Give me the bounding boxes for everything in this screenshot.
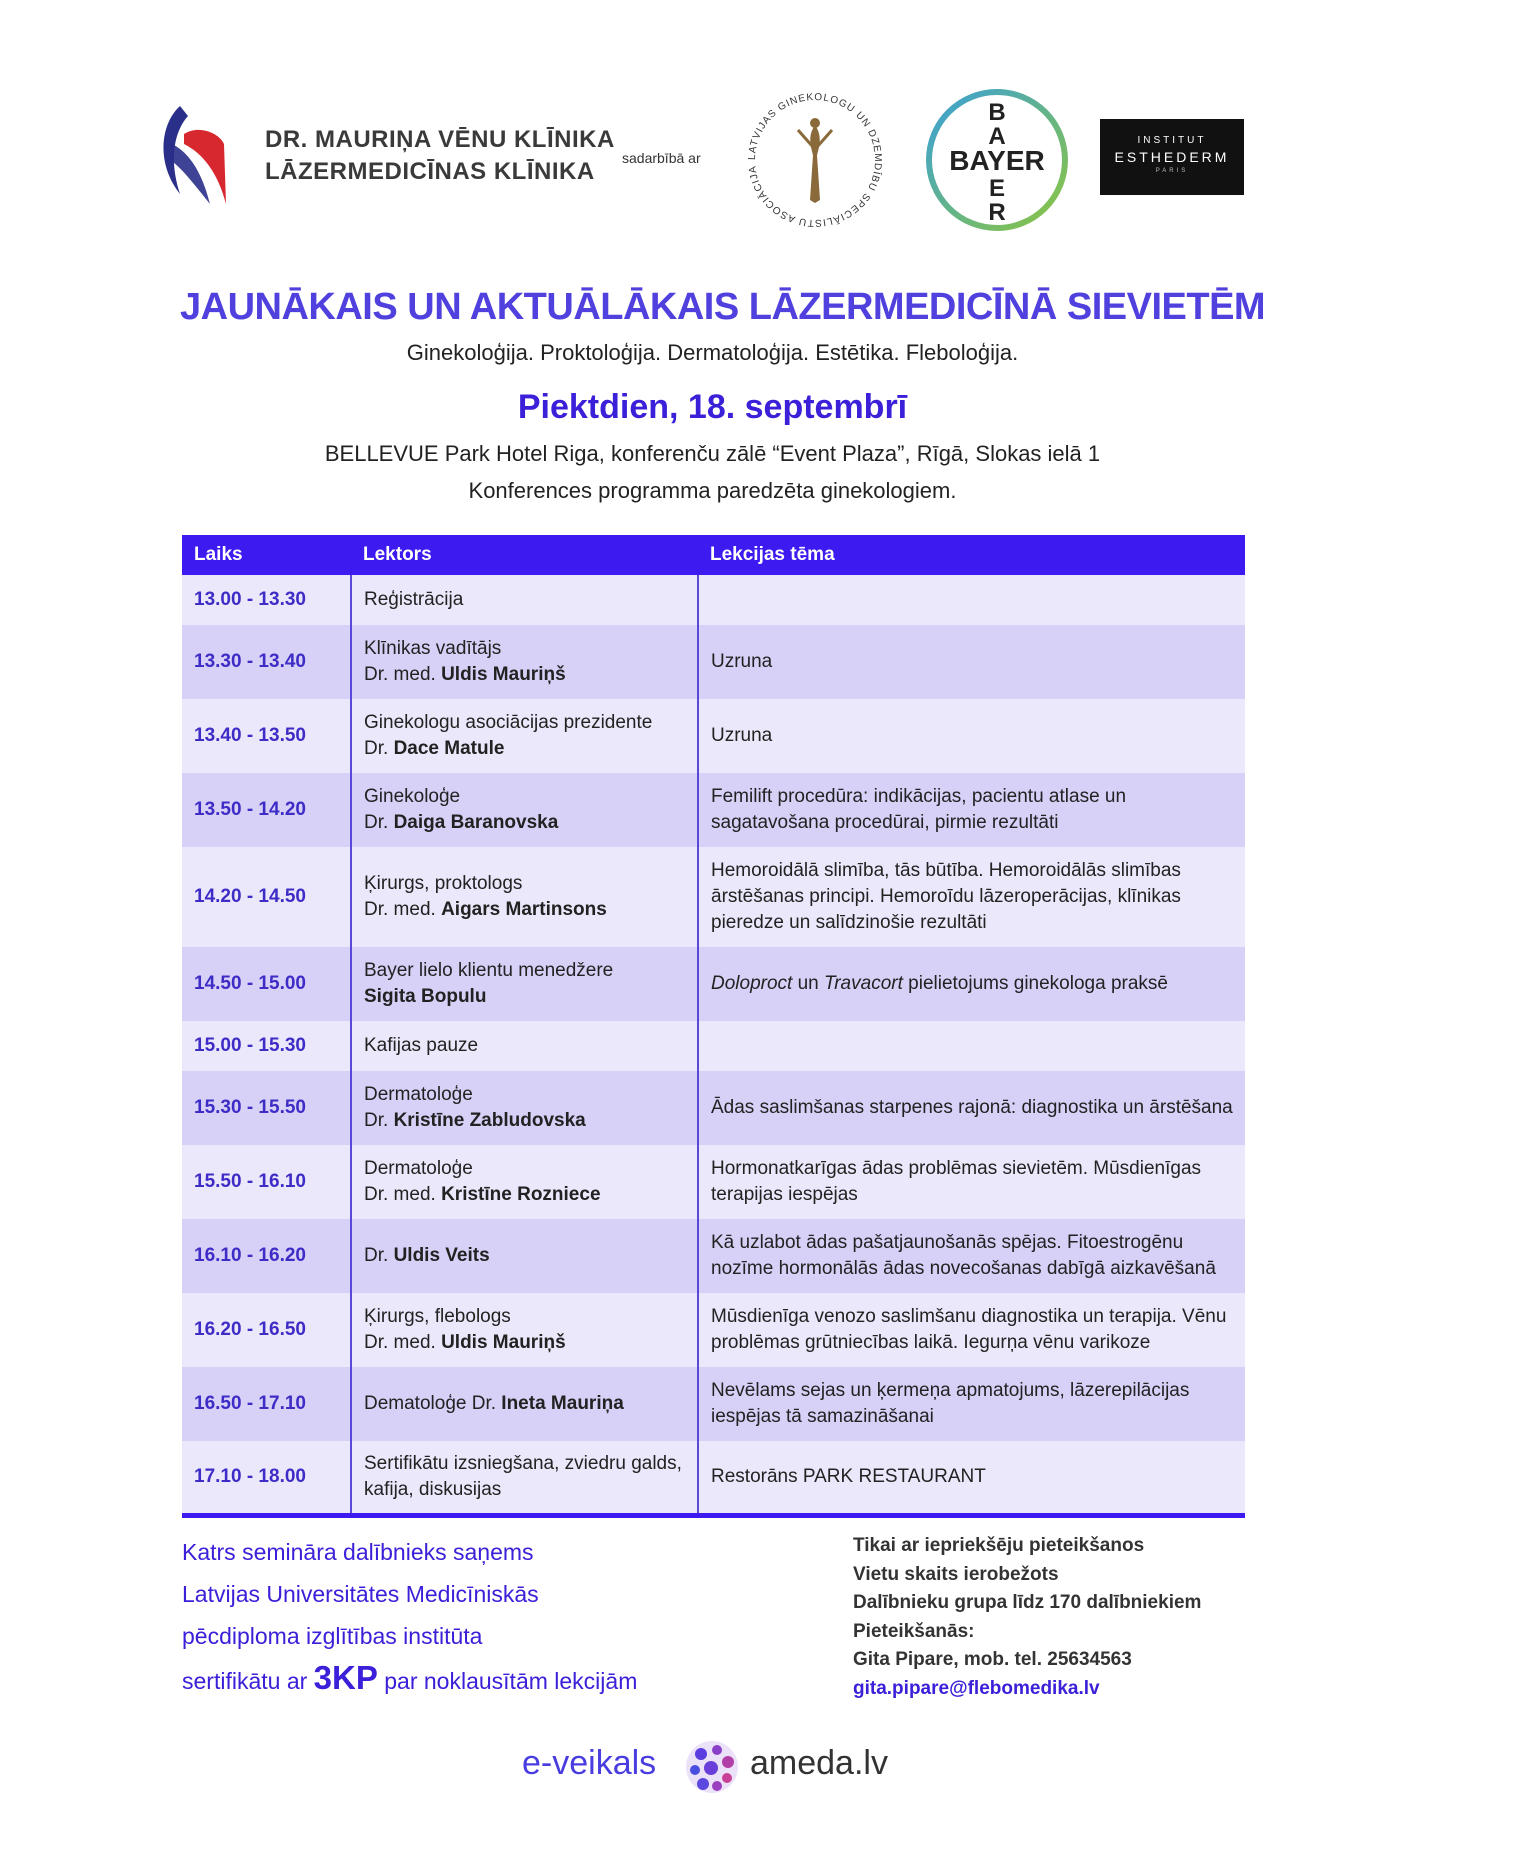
clinic-logo bbox=[160, 104, 230, 212]
cert-line2: Latvijas Universitātes Medicīniskās bbox=[182, 1581, 539, 1607]
clinic-name bbox=[265, 124, 615, 188]
row-lecturer bbox=[351, 1293, 698, 1367]
lecturer-role: Kafijas pauze bbox=[364, 1035, 479, 1056]
row-topic bbox=[698, 947, 1245, 1021]
table-row bbox=[182, 947, 1245, 1021]
row-time: 15.00 - 15.30 bbox=[182, 1021, 351, 1071]
row-time: 17.10 - 18.00 bbox=[182, 1441, 351, 1515]
shop-label: e-veikals bbox=[522, 1744, 657, 1782]
table-row bbox=[182, 1145, 1245, 1219]
cert-line4-pre: sertifikātu ar bbox=[182, 1668, 314, 1694]
lecturer-prefix: Dr. med. bbox=[364, 1332, 442, 1353]
lecturer-name: Uldis Veits bbox=[393, 1245, 490, 1266]
table-row bbox=[182, 773, 1245, 847]
cert-line1: Katrs semināra dalībnieks saņems bbox=[182, 1539, 534, 1565]
row-lecturer bbox=[351, 1071, 698, 1145]
row-time: 14.50 - 15.00 bbox=[182, 947, 351, 1021]
row-lecturer bbox=[351, 1219, 698, 1293]
row-time: 16.20 - 16.50 bbox=[182, 1293, 351, 1367]
row-topic: Ādas saslimšanas starpenes rajonā: diagnostika un ārstēšana bbox=[698, 1071, 1245, 1145]
table-row bbox=[182, 1367, 1245, 1441]
svg-text:A: A bbox=[988, 123, 1006, 150]
table-row bbox=[182, 1071, 1245, 1145]
esthederm-logo bbox=[1100, 119, 1244, 195]
row-time: 16.50 - 17.10 bbox=[182, 1367, 351, 1441]
row-topic bbox=[698, 575, 1245, 625]
lecturer-prefix: Dr. med. bbox=[364, 1184, 442, 1205]
row-time: 15.50 - 16.10 bbox=[182, 1145, 351, 1219]
cert-line3: pēcdiploma izglītības institūta bbox=[182, 1623, 483, 1649]
row-topic: Restorāns PARK RESTAURANT bbox=[698, 1441, 1245, 1515]
cert-line4-post: par noklausītām lekcijām bbox=[377, 1668, 638, 1694]
lecturer-name: Sigita Bopulu bbox=[364, 986, 487, 1007]
table-row bbox=[182, 575, 1245, 625]
lecturer-role: Sertifikātu izsniegšana, zviedru galds, kafija, diskusijas bbox=[364, 1452, 682, 1500]
lecturer-name: Kristīne Rozniece bbox=[441, 1184, 601, 1205]
lecturer-prefix: Dr. bbox=[364, 1245, 394, 1266]
lecturer-prefix: Dr. med. bbox=[364, 899, 442, 920]
lecturer-role: Ginekoloģe bbox=[364, 786, 461, 807]
lecturer-prefix: Dr. bbox=[364, 1110, 394, 1131]
header-lecturer: Lektors bbox=[351, 535, 698, 575]
reg-line2: Vietu skaits ierobežots bbox=[853, 1563, 1059, 1585]
table-row bbox=[182, 699, 1245, 773]
ameda-logo-icon bbox=[683, 1738, 741, 1796]
lecturer-role: Ginekologu asociācijas prezidente bbox=[364, 712, 653, 733]
row-lecturer bbox=[351, 947, 698, 1021]
lecturer-role: Dermatoloģe bbox=[364, 1158, 473, 1179]
lecturer-name: Daiga Baranovska bbox=[393, 812, 559, 833]
lecturer-prefix: Dr. med. bbox=[364, 664, 442, 685]
table-header-row bbox=[182, 535, 1245, 575]
lecturer-prefix: Dr. bbox=[364, 738, 394, 759]
row-topic: Kā uzlabot ādas pašatjaunošanās spējas. Fitoestrogēnu nozīme hormonālās ādas novecošanas dabīgā aizkavēšanā bbox=[698, 1219, 1245, 1293]
lecturer-name: Uldis Mauriņš bbox=[441, 664, 566, 685]
row-time: 15.30 - 15.50 bbox=[182, 1071, 351, 1145]
table-row bbox=[182, 1219, 1245, 1293]
lecturer-role: Bayer lielo klientu menedžere bbox=[364, 960, 614, 981]
table-row bbox=[182, 1021, 1245, 1071]
row-lecturer bbox=[351, 847, 698, 947]
lecturer-role: Reģistrācija bbox=[364, 589, 464, 610]
row-lecturer bbox=[351, 1021, 698, 1071]
lecturer-role: Ķirurgs, flebologs bbox=[364, 1306, 511, 1327]
svg-text:R: R bbox=[988, 199, 1006, 226]
row-lecturer bbox=[351, 699, 698, 773]
row-topic: Hormonatkarīgas ādas problēmas sievietēm. Mūsdienīgas terapijas iespējas bbox=[698, 1145, 1245, 1219]
reg-line4: Pieteikšanās: bbox=[853, 1620, 975, 1642]
cooperation-text: sadarbībā ar bbox=[622, 150, 701, 166]
row-topic: Femilift procedūra: indikācijas, pacientu atlase un sagatavošana procedūrai, pirmie rezultāti bbox=[698, 773, 1245, 847]
row-lecturer bbox=[351, 773, 698, 847]
topic-product1: Doloproct bbox=[711, 973, 793, 994]
event-venue: BELLEVUE Park Hotel Riga, konferenču zālē “Event Plaza”, Rīgā, Slokas ielā 1 bbox=[324, 441, 1101, 466]
row-time: 13.40 - 13.50 bbox=[182, 699, 351, 773]
row-lecturer bbox=[351, 1367, 698, 1441]
lecturer-name: Uldis Mauriņš bbox=[441, 1332, 566, 1353]
esthederm-line2: ESTHEDERM bbox=[1114, 149, 1230, 165]
reg-line5: Gita Pipare, mob. tel. 25634563 bbox=[853, 1649, 1132, 1670]
lecturer-name: Ineta Mauriņa bbox=[501, 1393, 624, 1414]
row-topic: Uzruna bbox=[698, 699, 1245, 773]
shop-link[interactable]: ameda.lv bbox=[750, 1744, 888, 1782]
topic-product2: Travacort bbox=[824, 973, 903, 994]
row-time: 14.20 - 14.50 bbox=[182, 847, 351, 947]
clinic-name-line1: DR. MAURIŅA VĒNU KLĪNIKA bbox=[265, 126, 615, 153]
row-topic: Uzruna bbox=[698, 625, 1245, 699]
table-row bbox=[182, 1293, 1245, 1367]
row-lecturer bbox=[351, 1145, 698, 1219]
event-subtitle: Ginekoloģija. Proktoloģija. Dermatoloģija. Estētika. Fleboloģija. bbox=[406, 340, 1019, 365]
svg-text:B: B bbox=[988, 99, 1006, 126]
clinic-name-line2: LĀZERMEDICĪNAS KLĪNIKA bbox=[265, 158, 595, 185]
header-topic: Lekcijas tēma bbox=[698, 535, 1245, 575]
row-time: 13.00 - 13.30 bbox=[182, 575, 351, 625]
row-topic bbox=[698, 1021, 1245, 1071]
lecturer-name: Dace Matule bbox=[393, 738, 505, 759]
row-time: 16.10 - 16.20 bbox=[182, 1219, 351, 1293]
cert-kp: 3KP bbox=[313, 1659, 378, 1696]
row-topic: Nevēlams sejas un ķermeņa apmatojums, lāzerepilācijas iespējas tā samazināšanai bbox=[698, 1367, 1245, 1441]
esthederm-line3: PARIS bbox=[1155, 168, 1189, 174]
registration-info bbox=[853, 1532, 1201, 1703]
esthederm-line1: INSTITUT bbox=[1137, 135, 1207, 146]
event-audience: Konferences programma paredzēta ginekologiem. bbox=[468, 478, 957, 503]
row-topic: Mūsdienīga venozo saslimšanu diagnostika un terapija. Vēnu problēmas grūtniecības laikā. Iegurņa vēnu varikoze bbox=[698, 1293, 1245, 1367]
table-row bbox=[182, 1441, 1245, 1515]
row-lecturer bbox=[351, 625, 698, 699]
table-row bbox=[182, 847, 1245, 947]
lecturer-prefix: Dr. bbox=[364, 812, 394, 833]
bayer-logo bbox=[925, 88, 1069, 232]
row-time: 13.30 - 13.40 bbox=[182, 625, 351, 699]
lecturer-role: Ķirurgs, proktologs bbox=[364, 873, 523, 894]
table-row bbox=[182, 625, 1245, 699]
lecturer-role: Klīnikas vadītājs bbox=[364, 638, 502, 659]
event-date: Piektdien, 18. septembrī bbox=[517, 388, 908, 426]
row-time: 13.50 - 14.20 bbox=[182, 773, 351, 847]
svg-text:E: E bbox=[988, 175, 1006, 202]
topic-middle: un bbox=[792, 973, 825, 994]
lecturer-name: Aigars Martinsons bbox=[441, 899, 607, 920]
row-topic: Hemoroidālā slimība, tās būtība. Hemoroidālās slimības ārstēšanas principi. Hemoroīdu lāzeroperācijas, klīnikas pieredze un salīdzinošie rezultāti bbox=[698, 847, 1245, 947]
reg-line3: Dalībnieku grupa līdz 170 dalībniekiem bbox=[853, 1592, 1202, 1613]
event-title: JAUNĀKAIS UN AKTUĀLĀKAIS LĀZERMEDICĪNĀ SIEVIETĒM bbox=[180, 286, 1266, 328]
assoc-logo-text: LATVIJAS GINEKOLOGU UN DZEMDĪBU SPECIĀLISTU ASOCIĀCIJA bbox=[746, 91, 884, 229]
row-lecturer bbox=[351, 1441, 698, 1515]
registration-email-link[interactable]: gita.pipare@flebomedika.lv bbox=[853, 1677, 1100, 1699]
lecturer-name: Kristīne Zabludovska bbox=[393, 1110, 586, 1131]
reg-line1: Tikai ar iepriekšēju pieteikšanos bbox=[853, 1535, 1145, 1556]
gynecologist-association-logo bbox=[740, 85, 890, 235]
topic-end: pielietojums ginekologa praksē bbox=[902, 973, 1168, 994]
schedule-table bbox=[182, 535, 1245, 1518]
certificate-info bbox=[182, 1531, 637, 1702]
lecturer-prefix: Dematoloģe Dr. bbox=[364, 1393, 502, 1414]
header-time: Laiks bbox=[182, 535, 351, 575]
row-lecturer bbox=[351, 575, 698, 625]
bayer-logo-text: BAYER bbox=[949, 145, 1045, 176]
lecturer-role: Dermatoloģe bbox=[364, 1084, 473, 1105]
